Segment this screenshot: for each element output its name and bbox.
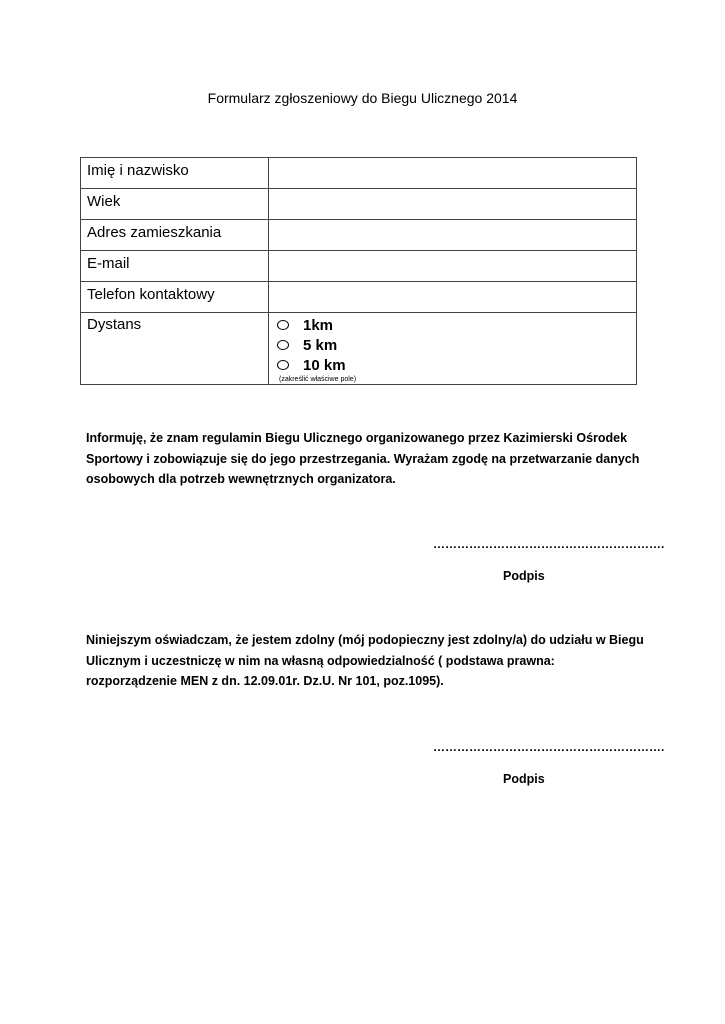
radio-circle-icon[interactable]: [277, 320, 289, 330]
signature-line: ………………………………………………….: [433, 740, 665, 754]
distance-option-label: 5 km: [303, 336, 338, 354]
distance-option-10km[interactable]: [275, 355, 630, 375]
form-row-email: [81, 251, 637, 282]
distance-option-1km[interactable]: [275, 315, 630, 335]
field-value-name[interactable]: [269, 158, 637, 189]
distance-hint: (zakreślić właściwe pole): [279, 376, 357, 383]
distance-option-label: 10 km: [303, 356, 346, 374]
radio-circle-icon[interactable]: [277, 340, 289, 350]
health-declaration: Niniejszym oświadczam, że jestem zdolny (mój podopieczny jest zdolny/a) do udziału w Biegu Ulicznym i uczestniczę w nim na własną odpowiedzialność ( podstawa prawna: rozporządzenie MEN z dn. 12.09.01r. Dz.U. Nr 101, poz.1095).: [86, 633, 644, 688]
form-row-phone: [81, 282, 637, 313]
registration-form-table: [80, 157, 637, 385]
field-label-age: Wiek: [81, 189, 269, 220]
field-label-distance: Dystans: [81, 313, 269, 385]
signature-line: ………………………………………………….: [433, 537, 665, 551]
form-row-age: [81, 189, 637, 220]
radio-circle-icon[interactable]: [277, 360, 289, 370]
signature-label: Podpis: [503, 772, 545, 786]
field-value-phone[interactable]: [269, 282, 637, 313]
field-value-address[interactable]: [269, 220, 637, 251]
consent-statement: Informuję, że znam regulamin Biegu Ulicznego organizowanego przez Kazimierski Ośrodek Sportowy i zobowiązuje się do jego przestrzegania. Wyrażam zgodę na przetwarzanie danych osobowych dla potrzeb wewnętrznych organizatora.: [86, 431, 640, 486]
field-value-email[interactable]: [269, 251, 637, 282]
form-row-name: [81, 158, 637, 189]
form-row-address: [81, 220, 637, 251]
field-label-email: E-mail: [81, 251, 269, 282]
page-title: Formularz zgłoszeniowy do Biegu Ulicznego 2014: [207, 90, 518, 106]
distance-option-5km[interactable]: [275, 335, 630, 355]
field-value-age[interactable]: [269, 189, 637, 220]
field-label-address: Adres zamieszkania: [81, 220, 269, 251]
signature-label: Podpis: [503, 569, 545, 583]
field-label-phone: Telefon kontaktowy: [81, 282, 269, 313]
field-label-name: Imię i nazwisko: [81, 158, 269, 189]
distance-option-label: 1km: [303, 316, 334, 334]
form-row-distance: [81, 313, 637, 385]
distance-options-cell: [269, 313, 637, 385]
